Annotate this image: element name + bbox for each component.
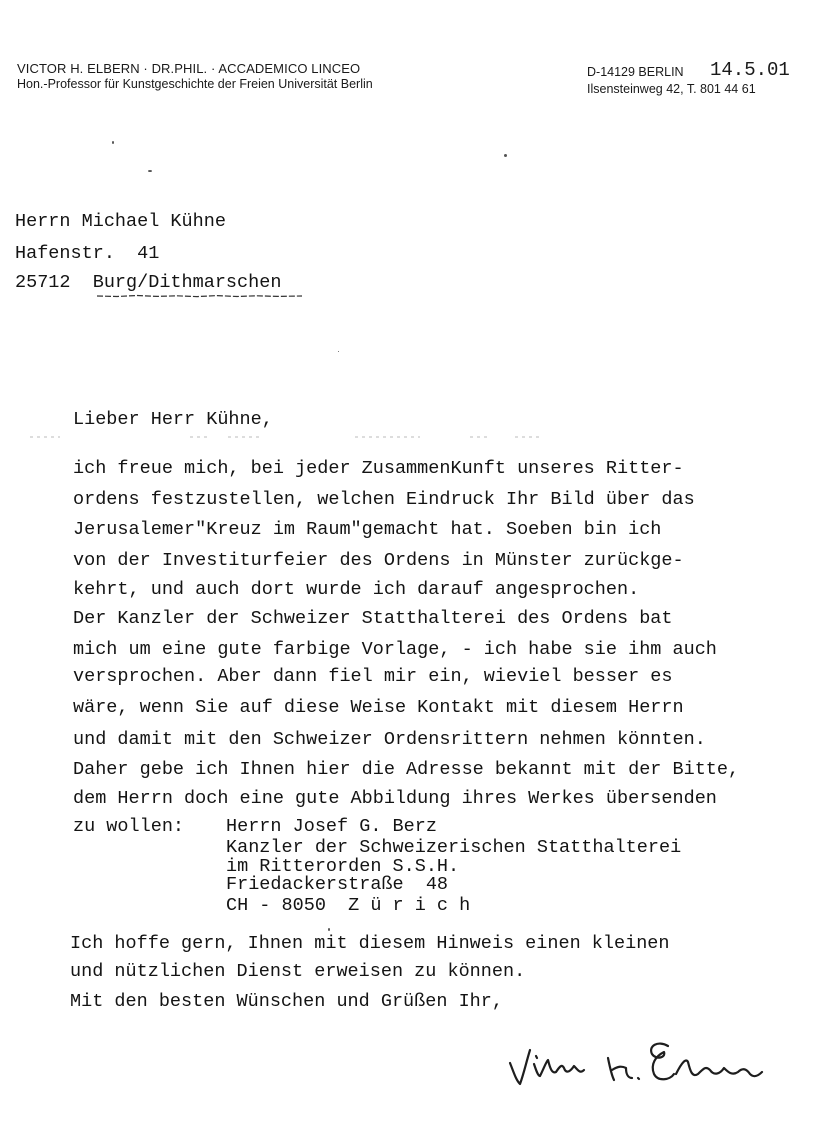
address-line: im Ritterorden S.S.H. [226,856,460,877]
body-line: wäre, wenn Sie auf diese Weise Kontakt mit diesem Herrn [73,697,684,718]
scan-speck [148,170,152,172]
scan-speck [112,141,114,144]
body-line: zu wollen: [73,816,185,837]
body-line: Jerusalemer"Kreuz im Raum"gemacht hat. Soeben bin ich [73,519,662,540]
body-line: mich um eine gute farbige Vorlage, - ich habe sie ihm auch [73,639,717,660]
scan-speck [328,928,330,931]
body-line: von der Investiturfeier des Ordens in Münster zurückge- [73,550,684,571]
body-line: ordens festzustellen, welchen Eindruck Ihr Bild über das [73,489,695,510]
body-line: ich freue mich, bei jeder ZusammenKunft unseres Ritter- [73,458,684,479]
scan-speck [504,154,507,157]
letterhead-name-line: VICTOR H. ELBERN · DR.PHIL. · ACCADEMICO LINCEO [17,61,361,76]
address-line: Herrn Josef G. Berz [226,816,437,837]
body-line: und damit mit den Schweizer Ordensrittern nehmen könnten. [73,729,706,750]
address-line: Kanzler der Schweizerischen Statthalterei [226,837,682,858]
recipient-name: Herrn Michael Kühne [15,211,226,232]
body-line: dem Herrn doch eine gute Abbildung ihres Werkes übersenden [73,788,717,809]
handwritten-signature [500,1018,770,1096]
scan-fold-mark [0,432,827,442]
recipient-street: Hafenstr. 41 [15,243,160,264]
salutation: Lieber Herr Kühne, [73,409,273,430]
address-line: Friedackerstraße 48 [226,874,449,895]
body-line: versprochen. Aber dann fiel mir ein, wieviel besser es [73,666,673,687]
scan-speck [338,351,339,352]
letterhead-city: D-14129 BERLIN [587,65,684,79]
body-line: Der Kanzler der Schweizer Statthalterei des Ordens bat [73,608,673,629]
closing-line: Mit den besten Wünschen und Grüßen Ihr, [70,991,503,1012]
closing-line: Ich hoffe gern, Ihnen mit diesem Hinweis einen kleinen [70,933,670,954]
recipient-city-underline [97,294,302,298]
closing-line: und nützlichen Dienst erweisen zu können. [70,961,526,982]
letter-date: 14.5.01 [710,59,790,81]
address-line: CH - 8050 Z ü r i c h [226,895,471,916]
body-line: kehrt, und auch dort wurde ich darauf angesprochen. [73,579,640,600]
letterhead-address: Ilsensteinweg 42, T. 801 44 61 [587,82,756,96]
letterhead-subtitle: Hon.-Professor für Kunstgeschichte der Freien Universität Berlin [17,77,373,91]
body-line: Daher gebe ich Ihnen hier die Adresse bekannt mit der Bitte, [73,759,740,780]
recipient-city: 25712 Burg/Dithmarschen [15,272,282,293]
